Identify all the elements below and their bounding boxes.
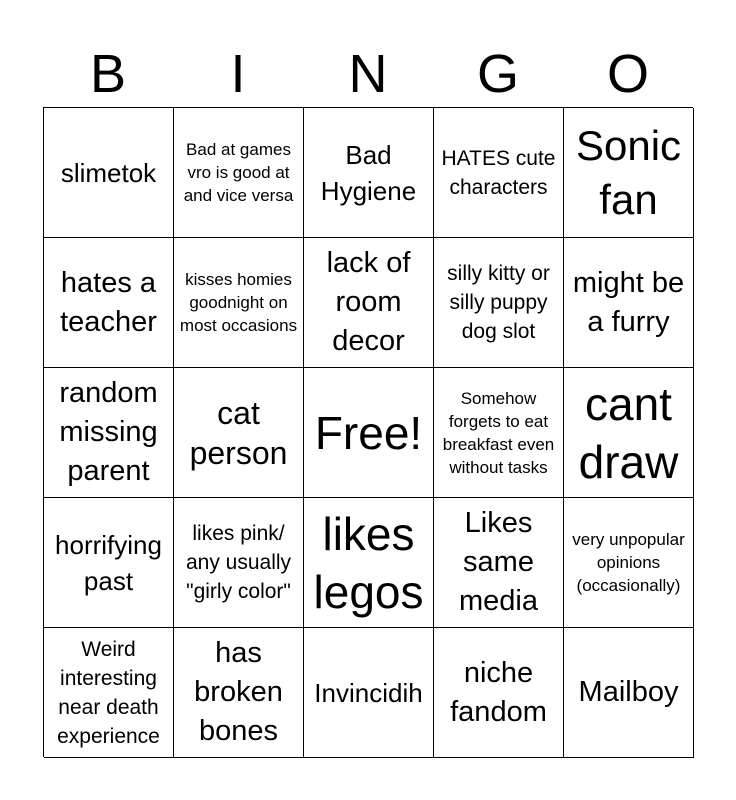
- bingo-cell-r2c5[interactable]: [564, 238, 694, 368]
- cell-text: likes pink/ any usually "girly color": [185, 522, 292, 603]
- bingo-cell-r5c4[interactable]: [434, 628, 564, 758]
- bingo-header: [43, 44, 693, 104]
- header-letter-o: O: [606, 44, 649, 104]
- cell-text: random missing parent: [59, 377, 158, 487]
- bingo-cell-r2c4[interactable]: [434, 238, 564, 368]
- cell-text: kisses homies goodnight on most occasions: [179, 270, 298, 335]
- header-letter-i: I: [230, 44, 246, 104]
- header-letter-b: B: [89, 44, 127, 104]
- bingo-cell-r5c5[interactable]: [564, 628, 694, 758]
- bingo-card-grid: [43, 107, 693, 757]
- cell-text: Weird interesting near death experience: [57, 637, 160, 748]
- bingo-cell-r4c5[interactable]: [564, 498, 694, 628]
- cell-text: cant draw: [578, 377, 679, 488]
- bingo-cell-r1c3[interactable]: [304, 108, 434, 238]
- cell-text: very unpopular opinions (occasionally): [572, 530, 685, 595]
- cell-text: Invincidih: [314, 677, 423, 708]
- bingo-cell-r4c4[interactable]: [434, 498, 564, 628]
- cell-text: Somehow forgets to eat breakfast even without tasks: [442, 388, 555, 477]
- bingo-cell-r3c1[interactable]: [44, 368, 174, 498]
- cell-text: has broken bones: [194, 637, 283, 747]
- cell-text: Mailboy: [578, 676, 679, 708]
- bingo-cell-r2c2[interactable]: [174, 238, 304, 368]
- bingo-cell-r3c4[interactable]: [434, 368, 564, 498]
- cell-text: lack of room decor: [326, 247, 411, 357]
- bingo-cell-free[interactable]: [304, 368, 434, 498]
- bingo-cell-r1c2[interactable]: [174, 108, 304, 238]
- bingo-cell-r5c2[interactable]: [174, 628, 304, 758]
- header-letter-n: N: [348, 44, 388, 104]
- header-letter-g: G: [476, 44, 519, 104]
- bingo-cell-r3c5[interactable]: [564, 368, 694, 498]
- cell-text: hates a teacher: [60, 266, 157, 338]
- bingo-cell-r5c1[interactable]: [44, 628, 174, 758]
- cell-text: horrifying past: [55, 529, 162, 596]
- cell-text: niche fandom: [450, 656, 547, 728]
- bingo-cell-r4c3[interactable]: [304, 498, 434, 628]
- bingo-cell-r2c1[interactable]: [44, 238, 174, 368]
- cell-text: Bad Hygiene: [320, 139, 417, 206]
- cell-text: silly kitty or silly puppy dog slot: [447, 262, 550, 343]
- bingo-cell-r1c4[interactable]: [434, 108, 564, 238]
- bingo-cell-r4c2[interactable]: [174, 498, 304, 628]
- cell-text: cat person: [189, 394, 288, 471]
- bingo-cell-r5c3[interactable]: [304, 628, 434, 758]
- cell-text: HATES cute characters: [441, 146, 556, 199]
- bingo-cell-r2c3[interactable]: [304, 238, 434, 368]
- cell-text: Bad at games vro is good at and vice versa: [183, 140, 294, 205]
- bingo-cell-r4c1[interactable]: [44, 498, 174, 628]
- bingo-cell-r3c2[interactable]: [174, 368, 304, 498]
- cell-text: slimetok: [60, 157, 157, 188]
- cell-text: might be a furry: [572, 266, 685, 338]
- bingo-cell-r1c1[interactable]: [44, 108, 174, 238]
- bingo-cell-r1c5[interactable]: [564, 108, 694, 238]
- cell-text: Likes same media: [459, 507, 538, 617]
- cell-text: Free!: [314, 406, 423, 459]
- cell-text: Sonic fan: [575, 121, 682, 223]
- cell-text: likes legos: [313, 507, 424, 618]
